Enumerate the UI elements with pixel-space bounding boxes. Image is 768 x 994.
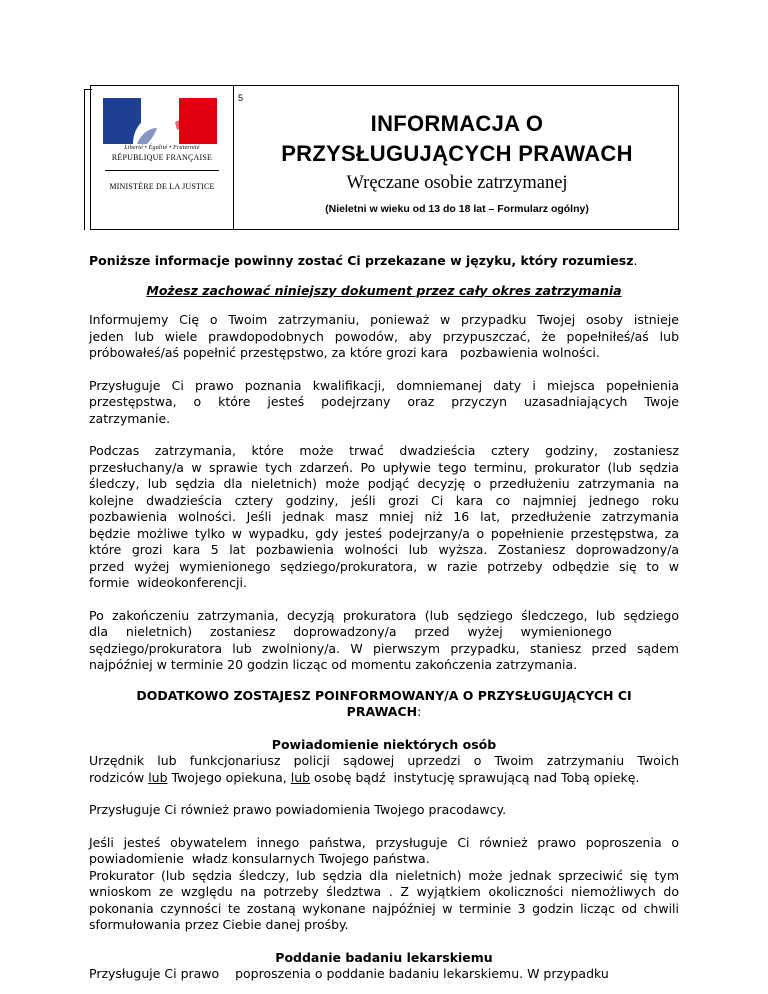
text-line: będzie możliwe tylko w wypadku, gdy jesteś podejrzany/a o popełnienie przestępstwa, za (89, 525, 679, 541)
text-line: najpóźniej w terminie 20 godzin licząc od momentu zakończenia zatrzymania. (89, 657, 578, 672)
paragraph-notify-parents (89, 753, 679, 786)
section-heading-notification: Powiadomienie niektórych osób (271, 736, 497, 752)
text-line: przed wyżej wymienionego sędziego/prokuratora, w razie potrzeby odbędzie się to w (89, 558, 679, 574)
header-box (90, 85, 679, 230)
form-number: 5 (238, 93, 244, 103)
text-line: które grozi kara 5 lat pozbawienia wolności lub wyższa. Zostaniesz doprowadzony/a (89, 542, 679, 557)
document-body (89, 253, 679, 983)
marianne-emblem-icon (103, 98, 217, 144)
text-line: dla nieletnich) zostaniesz doprowadzony/a przed wyżej wymienionego (89, 624, 612, 639)
keep-notice-text: Możesz zachować niniejszy dokument przez cały okres zatrzymania (146, 282, 622, 298)
rights-heading-line-1: DODATKOWO ZOSTAJESZ POINFORMOWANY/A O PRZYSŁUGUJĄCYCH CI (136, 687, 632, 703)
section-heading-medical: Poddanie badaniu lekarskiemu (275, 949, 493, 965)
rights-heading (89, 688, 679, 721)
text-fragment: osobę bądź instytucję sprawującą nad Tobą opiekę. (310, 769, 640, 785)
text-line: wnioskom ze względu na potrzeby śledztwa . Z wyjątkiem okoliczności niemożliwych do (89, 884, 679, 899)
intro-period: . (633, 253, 638, 268)
text-fragment: Twojego opiekuna, (167, 769, 291, 785)
text-line (89, 770, 679, 787)
underlined-or: lub (148, 769, 168, 785)
paragraph-consular (89, 835, 679, 934)
document-subtitle: Wręczane osobie zatrzymanej (346, 173, 568, 193)
document-title (234, 109, 680, 169)
text-line: Podczas zatrzymania, które może trwać dwadzieścia cztery godziny, zostaniesz (89, 443, 679, 458)
paragraph-arrest-reason (89, 312, 679, 362)
text-line: pozbawienia wolności. Jeśli jednak masz mniej niż 16 lat, przedłużenie zatrzymania (89, 509, 679, 524)
text-line: przesłuchany/a w sprawie tych zdarzeń. Po upływie tego terminu, prokurator (lub sędzia (89, 459, 679, 475)
rights-heading-line-2 (89, 704, 679, 721)
rights-heading-colon: : (417, 704, 422, 719)
keep-notice (89, 283, 679, 300)
republic-name: RÉPUBLIQUE FRANÇAISE (111, 153, 213, 162)
logo-divider (105, 170, 219, 171)
text-line: przestępstwa, o które jesteś podejrzany oraz przyczyn uzasadniających Twoje (89, 394, 679, 409)
text-line: Jeśli jesteś obywatelem innego państwa, przysługuje Ci również prawo poproszenia o (89, 834, 679, 850)
text-line: próbowałeś/aś popełnić przestępstwo, za które grozi kara pozbawienia wolności. (89, 345, 600, 360)
text-line: śledczy, lub sędzia dla nieletnich) może podjąć decyzję o przedłużeniu zatrzymania na (89, 476, 679, 491)
text-line: Informujemy Cię o Twoim zatrzymaniu, ponieważ w przypadku Twojej osoby istnieje (89, 312, 679, 327)
text-line: zatrzymanie. (89, 410, 171, 426)
text-line: Prokurator (lub sędzia śledczy, lub sędzia dla nieletnich) może jednak sprzeciwić się tym (89, 867, 679, 883)
intro-paragraph (89, 253, 679, 270)
text-line: jeden lub wiele prawdopodobnych powodów, aby przypuszczać, że popełniłeś/aś lub (89, 328, 679, 344)
paragraph-detention-duration (89, 443, 679, 592)
document-scope: (Nieletni w wieku od 13 do 18 lat – Formularz ogólny) (325, 203, 589, 215)
text-line: Urzędnik lub funkcjonariusz policji sądowej uprzedzi o Twoim zatrzymaniu Twoich (89, 753, 679, 768)
ministry-logo (91, 86, 234, 229)
text-line: sędziego/prokuratora lub zwolniony/a. W pierwszym przypadku, staniesz przed sądem (89, 640, 679, 656)
text-line: Przysługuje Ci prawo poznania kwalifikacji, domniemanej daty i miejsca popełnienia (89, 377, 679, 393)
underlined-or: lub (290, 769, 311, 785)
paragraph-offence-info (89, 378, 679, 428)
text-line: sformułowania przez Ciebie danej prośby. (89, 917, 349, 932)
paragraph-after-detention (89, 608, 679, 674)
header-corner-line (84, 89, 85, 230)
rights-heading-word: PRAWACH (346, 704, 418, 719)
paragraph-medical: Przysługuje Ci prawo poproszenia o poddanie badaniu lekarskiemu. W przypadku (89, 966, 609, 981)
paragraph-notify-employer: Przysługuje Ci również prawo powiadomienia Twojego pracodawcy. (89, 802, 507, 817)
text-line: Po zakończeniu zatrzymania, decyzją prokuratora (lub sędziego śledczego, lub sędziego (89, 607, 679, 623)
title-line-1: INFORMACJA O (370, 111, 544, 136)
republic-motto: Liberté • Égalité • Fraternité (124, 145, 200, 151)
intro-text: Poniższe informacje powinny zostać Ci przekazane w języku, który rozumiesz (89, 253, 634, 268)
title-line-2: PRZYSŁUGUJĄCYCH PRAWACH (281, 141, 633, 166)
text-fragment: rodziców (89, 769, 149, 785)
text-line: kolejne dwadzieścia cztery godziny, jeśli grozi Ci kara co najmniej jednego roku (89, 492, 679, 508)
text-line: pokonania czynności te zostaną wykonane najpóźniej w terminie 3 godzin licząc od chwili (89, 900, 679, 916)
text-line: powiadomienie władz konsularnych Twojego państwa. (89, 851, 430, 866)
text-line: formie wideokonferencji. (89, 575, 247, 590)
ministry-name: MINISTÈRE DE LA JUSTICE (109, 182, 215, 191)
